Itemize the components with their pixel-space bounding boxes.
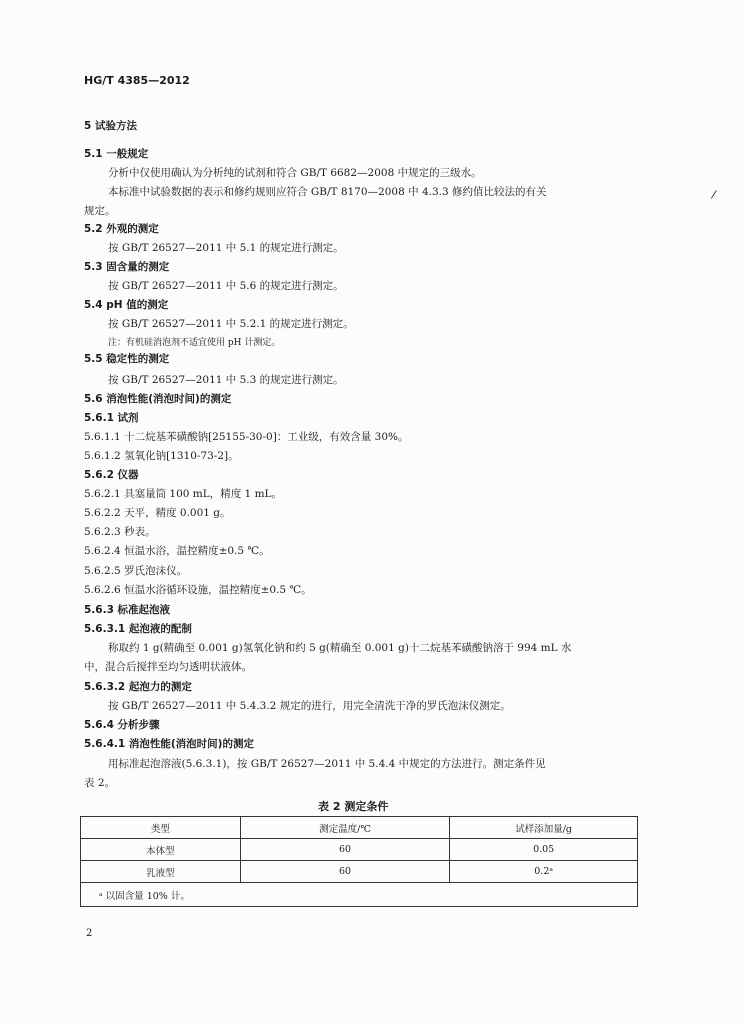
clause-item: 5.6.2.5 罗氏泡沫仪。 xyxy=(84,565,188,577)
standard-number: HG/T 4385—2012 xyxy=(84,74,190,87)
cell-type: 本体型 xyxy=(81,839,241,861)
paragraph-line: 按 GB/T 26527—2011 中 5.3 的规定进行测定。 xyxy=(108,374,344,386)
clause-item: 5.6.2.4 恒温水浴，温控精度±0.5 ℃。 xyxy=(84,545,270,557)
page-number: 2 xyxy=(86,928,93,939)
section-heading: 5.6 消泡性能(消泡时间)的测定 xyxy=(84,393,232,405)
header-temperature: 测定温度/℃ xyxy=(240,817,449,839)
cell-temperature: 60 xyxy=(240,839,449,861)
paragraph-continuation: 表 2。 xyxy=(84,777,116,789)
section-heading: 5.4 pH 值的测定 xyxy=(84,299,169,311)
header-sample-amount: 试样添加量/g xyxy=(450,817,638,839)
paragraph-line: 按 GB/T 26527—2011 中 5.2.1 的规定进行测定。 xyxy=(108,318,354,330)
section-heading: 5.6.2 仪器 xyxy=(84,469,139,481)
section-heading: 5.6.4.1 消泡性能(消泡时间)的测定 xyxy=(84,738,254,750)
section-heading: 5.6.3.2 起泡力的测定 xyxy=(84,681,192,693)
table-row xyxy=(81,861,638,883)
paragraph-line: 按 GB/T 26527—2011 中 5.4.3.2 规定的进行，用完全清洗干净的罗氏泡沫仪测定。 xyxy=(108,700,511,712)
clause-item: 5.6.2.1 具塞量筒 100 mL，精度 1 mL。 xyxy=(84,488,283,500)
header-type: 类型 xyxy=(81,817,241,839)
section-heading: 5.5 稳定性的测定 xyxy=(84,353,170,365)
section-heading: 5.6.1 试剂 xyxy=(84,412,139,424)
table-footnote-row xyxy=(81,883,638,907)
section-heading: 5 试验方法 xyxy=(84,120,137,132)
paragraph-line: 用标准起泡溶液(5.6.3.1)，按 GB/T 26527—2011 中 5.4.4 中规定的方法进行。测定条件见 xyxy=(108,758,546,770)
cell-sample-amount: 0.05 xyxy=(450,839,638,861)
paragraph-continuation: 中，混合后搅拌至均匀透明状液体。 xyxy=(84,661,252,673)
section-heading: 5.6.3 标准起泡液 xyxy=(84,604,171,616)
table-footnote: ᵃ 以固含量 10% 计。 xyxy=(81,883,638,907)
clause-item: 5.6.1.1 十二烷基苯磺酸钠[25155-30-0]：工业级，有效含量 30%。 xyxy=(84,431,409,443)
section-heading: 5.6.3.1 起泡液的配制 xyxy=(84,623,192,635)
cell-temperature: 60 xyxy=(240,861,449,883)
section-heading: 5.3 固含量的测定 xyxy=(84,261,170,273)
clause-item: 5.6.2.2 天平，精度 0.001 g。 xyxy=(84,507,231,519)
cell-type: 乳液型 xyxy=(81,861,241,883)
margin-mark: / xyxy=(710,187,718,202)
clause-item: 5.6.2.3 秒表。 xyxy=(84,526,156,538)
table-row xyxy=(81,839,638,861)
paragraph-line: 按 GB/T 26527—2011 中 5.1 的规定进行测定。 xyxy=(108,242,344,254)
section-heading: 5.6.4 分析步骤 xyxy=(84,719,160,731)
paragraph-line: 分析中仅使用确认为分析纯的试剂和符合 GB/T 6682—2008 中规定的三级水。 xyxy=(108,167,482,179)
cell-sample-amount: 0.2ᵃ xyxy=(450,861,638,883)
note-line: 注：有机硅消泡剂不适宜使用 pH 计测定。 xyxy=(108,338,281,348)
paragraph-line: 称取约 1 g(精确至 0.001 g)氢氧化钠和约 5 g(精确至 0.001 g)十二烷基苯磺酸钠溶于 994 mL 水 xyxy=(108,642,572,654)
paragraph-line: 按 GB/T 26527—2011 中 5.6 的规定进行测定。 xyxy=(108,280,344,292)
paragraph-line: 本标准中试验数据的表示和修约规则应符合 GB/T 8170—2008 中 4.3.3 修约值比较法的有关 xyxy=(108,186,547,198)
section-heading: 5.2 外观的测定 xyxy=(84,223,159,235)
table-header-row xyxy=(81,817,638,839)
clause-item: 5.6.1.2 氢氧化钠[1310-73-2]。 xyxy=(84,450,239,462)
section-heading: 5.1 一般规定 xyxy=(84,148,149,160)
table-title: 表 2 测定条件 xyxy=(318,800,389,813)
clause-item: 5.6.2.6 恒温水浴循环设施，温控精度±0.5 ℃。 xyxy=(84,584,312,596)
paragraph-continuation: 规定。 xyxy=(84,205,116,217)
measurement-conditions-table xyxy=(80,816,638,907)
